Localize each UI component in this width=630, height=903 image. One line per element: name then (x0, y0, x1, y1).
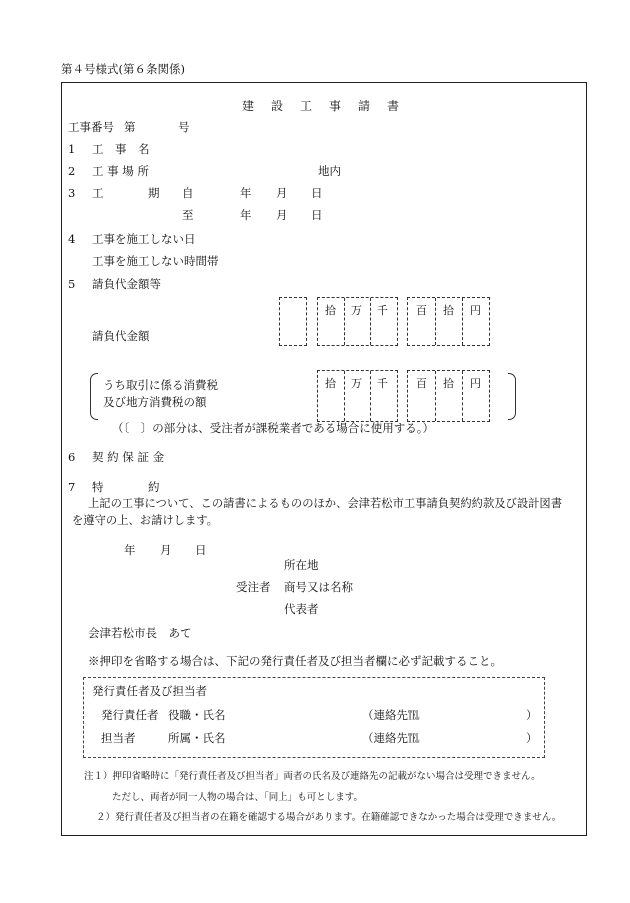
contact-row-role: 担当者 (101, 731, 136, 745)
tax-digit-group-1 (317, 370, 398, 422)
statement-line2: を遵守の上、お請けします。 (72, 514, 218, 527)
digit-unit: 千 (377, 304, 388, 317)
item-1-label: 工 事 名 (92, 142, 150, 156)
tax-note: （〔 〕の部分は、受注者が課税業者である場合に使用する。） (112, 421, 434, 435)
digit-unit: 円 (470, 377, 481, 390)
item-3-num: 3 (68, 186, 76, 200)
digit-unit: 百 (416, 304, 427, 317)
contract-amount-label: 請負代金額 (92, 329, 150, 343)
period-to: 至 (182, 208, 194, 222)
amount-digit-box-lead (279, 297, 307, 346)
contractor-address-label: 所在地 (284, 558, 319, 572)
digit-unit: 千 (377, 377, 388, 390)
contact-row-contact: （連絡先℡ (362, 731, 420, 745)
digit-unit: 百 (416, 377, 427, 390)
period-from: 自 (182, 186, 194, 200)
addressee: 会津若松市長 あて (88, 626, 192, 640)
digit-unit: 拾 (325, 377, 336, 390)
tax-label-line2: 及び地方消費税の額 (103, 395, 207, 409)
item-3-label-b: 期 (148, 186, 160, 200)
amount-digit-group-2 (407, 297, 490, 346)
tax-digit-group-2 (407, 370, 490, 422)
title-char: 工 (300, 99, 313, 113)
note-1b: ただし、両者が同一人物の場合は、「同上」も可とします。 (112, 792, 363, 803)
contact-row-field: 所属・氏名 (168, 731, 226, 745)
period-to-day: 日 (311, 208, 323, 222)
tax-bracket-left (90, 373, 98, 420)
contractor-rep-label: 代表者 (284, 602, 319, 616)
contact-row-close: ） (526, 731, 538, 745)
item-4-label: 工事を施工しない日 (92, 232, 196, 246)
title-char: 請 (358, 99, 371, 113)
digit-unit: 円 (470, 304, 481, 317)
item-5-label: 請負代金額等 (92, 277, 161, 291)
amount-digit-group-1 (317, 297, 398, 346)
work-no-suffix: 号 (178, 120, 190, 134)
form-id: 第４号様式(第６条関係) (61, 62, 185, 76)
contractor-role: 受注者 (236, 580, 271, 594)
contact-row-role: 発行責任者 (101, 708, 159, 722)
item-7-num: 7 (68, 480, 76, 494)
digit-unit: 万 (351, 304, 362, 317)
note-2: ２）発行責任者及び担当者の在籍を確認する場合があります。在籍確認できなかった場合は受理できません。 (96, 812, 562, 823)
date-day: 日 (195, 543, 207, 557)
item-4-sub: 工事を施工しない時間帯 (92, 254, 219, 268)
work-no-prefix: 第 (124, 120, 136, 134)
title-char: 設 (271, 99, 284, 113)
item-2-label: 工 事 場 所 (92, 164, 149, 178)
item-1-num: 1 (68, 142, 76, 156)
title-char: 事 (329, 99, 342, 113)
digit-unit: 拾 (443, 377, 454, 390)
title-char: 建 (242, 99, 255, 113)
contact-row-contact: （連絡先℡ (362, 708, 420, 722)
work-no-label: 工事番号 (68, 120, 114, 134)
period-from-month: 月 (276, 186, 288, 200)
contact-row-field: 役職・氏名 (168, 708, 226, 722)
tax-label-line1: うち取引に係る消費税 (103, 378, 218, 392)
item-6-label: 契 約 保 証 金 (92, 450, 165, 464)
statement-line1: 上記の工事について、この請書によるもののほか、会津若松市工事請負契約約款及び設計図書 (88, 497, 563, 510)
item-2-suffix: 地内 (318, 164, 341, 178)
period-from-year: 年 (240, 186, 252, 200)
item-5-num: 5 (68, 277, 76, 291)
date-month: 月 (160, 543, 172, 557)
contact-header: 発行責任者及び担当者 (92, 684, 207, 698)
digit-unit: 万 (351, 377, 362, 390)
note-1: 注１）押印省略時に「発行責任者及び担当者」両者の氏名及び連絡先の記載がない場合は受理できません。 (84, 771, 541, 782)
period-to-year: 年 (240, 208, 252, 222)
tax-bracket-right (508, 373, 516, 420)
item-3-label-a: 工 (92, 186, 104, 200)
item-6-num: 6 (68, 450, 76, 464)
title-char: 書 (387, 99, 400, 113)
digit-unit: 拾 (443, 304, 454, 317)
date-year: 年 (124, 543, 136, 557)
period-from-day: 日 (311, 186, 323, 200)
period-to-month: 月 (276, 208, 288, 222)
digit-unit: 拾 (325, 304, 336, 317)
item-2-num: 2 (68, 164, 76, 178)
contact-row-close: ） (526, 708, 538, 722)
seal-note: ※押印を省略する場合は、下記の発行責任者及び担当者欄に必ず記載すること。 (88, 654, 502, 668)
item-7-label-b: 約 (148, 480, 160, 494)
item-4-num: 4 (68, 232, 76, 246)
contractor-company-label: 商号又は名称 (284, 580, 353, 594)
item-7-label-a: 特 (92, 480, 104, 494)
